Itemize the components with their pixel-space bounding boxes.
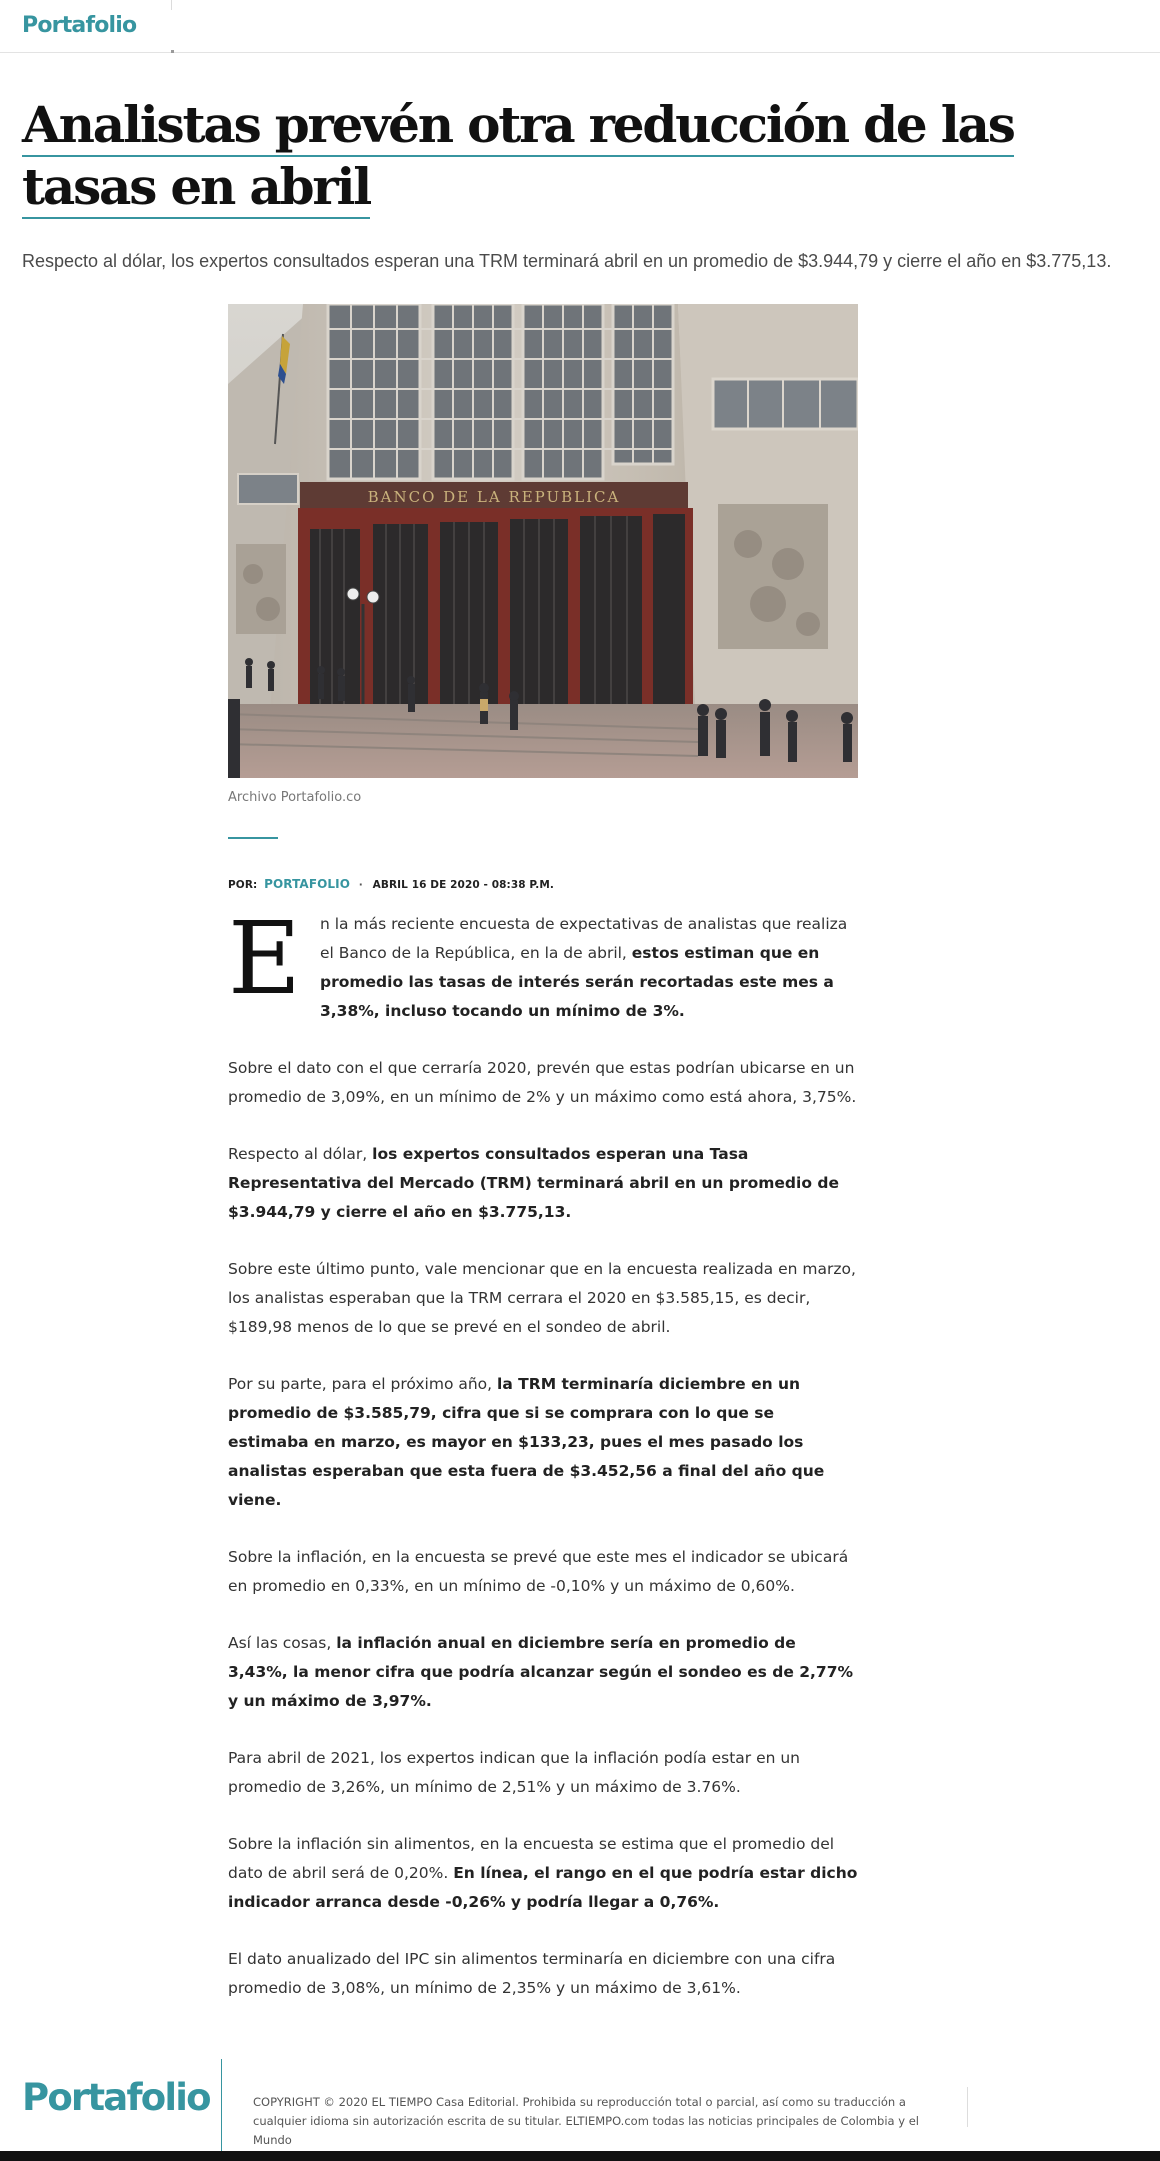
paragraph-text: Así las cosas, bbox=[228, 1634, 337, 1652]
paragraph-text: Respecto al dólar, bbox=[228, 1145, 373, 1163]
author-link[interactable]: PORTAFOLIO bbox=[264, 877, 351, 891]
lead-bold: estos estiman que en promedio las tasas de interés serán recortadas este mes a 3,38%, incluso tocando un mínimo de 3%. bbox=[320, 944, 834, 1020]
article-title bbox=[22, 94, 1147, 218]
site-footer bbox=[0, 2059, 1160, 2161]
site-logo[interactable]: Portafolio bbox=[22, 13, 137, 38]
drop-cap: E bbox=[228, 900, 301, 1017]
byline-separator: · bbox=[358, 879, 363, 891]
footer-bottom-bar bbox=[0, 2151, 1160, 2161]
paragraph: Sobre este último punto, vale mencionar que en la encuesta realizada en marzo, los analistas esperaban que la TRM cerrara el 2020 en $3.585,15, es decir, $189,98 menos de lo que se prevé en el sondeo de abril. bbox=[228, 1260, 856, 1336]
paragraph-bold: la inflación anual en diciembre sería en promedio de 3,43%, la menor cifra que podría alcanzar según el sondeo es de 2,77% y un máximo de 3,97%. bbox=[228, 1634, 854, 1710]
article-subtitle: Respecto al dólar, los expertos consultados esperan una TRM terminará abril en un promedio de $3.944,79 y cierre el año en $3.775,13. bbox=[22, 251, 1112, 271]
bank-sign-text: BANCO DE LA REPUBLICA bbox=[367, 488, 621, 506]
lead-paragraph bbox=[228, 900, 858, 1026]
footer-divider bbox=[221, 2059, 222, 2161]
paragraph: El dato anualizado del IPC sin alimentos terminaría en diciembre con una cifra promedio de 3,08%, un mínimo de 2,35% y un máximo de 3,61%. bbox=[228, 1950, 836, 1997]
article-photo bbox=[228, 304, 858, 778]
top-bar bbox=[0, 0, 1160, 53]
publish-date: ABRIL 16 DE 2020 - 08:38 P.M. bbox=[372, 879, 554, 891]
paragraph bbox=[228, 1140, 858, 1227]
paragraph-bold: En línea, el rango en el que podría estar dicho indicador arranca desde -0,26% y podría llegar a 0,76%. bbox=[228, 1864, 858, 1911]
accent-divider bbox=[228, 837, 278, 839]
byline-label: POR: bbox=[228, 879, 258, 891]
paragraph bbox=[228, 1629, 858, 1716]
photo-caption: Archivo Portafolio.co bbox=[228, 790, 362, 805]
bank-building-image bbox=[228, 304, 858, 778]
paragraph: Para abril de 2021, los expertos indican que la inflación podía estar en un promedio de 3,26%, un mínimo de 2,51% y un máximo de 3.76%. bbox=[228, 1749, 801, 1796]
footer-copyright: COPYRIGHT © 2020 EL TIEMPO Casa Editorial. Prohibida su reproducción total o parcial, así como su traducción a cualquier idioma sin autorización escrita de su titular. ELTIEMPO.com todas las noticias principales de Colombia y el Mundo bbox=[253, 2095, 919, 2147]
paragraph-bold: la TRM terminaría diciembre en un promedio de $3.585,79, cifra que si se comprara con lo que se estimaba en marzo, es mayor en $133,23, pues el mes pasado los analistas esperaban que esta fuera de $3.452,56 a final del año que viene. bbox=[228, 1375, 825, 1509]
paragraph-text: Por su parte, para el próximo año, bbox=[228, 1375, 498, 1393]
article-title-text: Analistas prevén otra reducción de las tasas en abril bbox=[22, 95, 1014, 219]
article-byline bbox=[228, 877, 554, 891]
article-body bbox=[228, 900, 858, 2031]
paragraph-bold: los expertos consultados esperan una Tasa Representativa del Mercado (TRM) terminará abril en un promedio de $3.944,79 y cierre el año en $3.775,13. bbox=[228, 1145, 839, 1221]
paragraph-text: Sobre la inflación sin alimentos, en la encuesta se estima que el promedio del dato de abril será de 0,20%. bbox=[228, 1835, 835, 1882]
paragraph: Sobre el dato con el que cerraría 2020, prevén que estas podrían ubicarse en un promedio de 3,09%, en un mínimo de 2% y un máximo como está ahora, 3,75%. bbox=[228, 1059, 857, 1106]
footer-divider-right bbox=[967, 2087, 968, 2127]
header-divider bbox=[171, 0, 172, 10]
paragraph: Sobre la inflación, en la encuesta se prevé que este mes el indicador se ubicará en promedio en 0,33%, en un mínimo de -0,10% y un máximo de 0,60%. bbox=[228, 1548, 849, 1595]
paragraph bbox=[228, 1370, 858, 1515]
footer-logo[interactable]: Portafolio bbox=[22, 2076, 210, 2119]
header-divider-mark bbox=[171, 50, 174, 53]
lead-text: n la más reciente encuesta de expectativas de analistas que realiza el Banco de la República, en la de abril, bbox=[320, 915, 848, 962]
paragraph bbox=[228, 1830, 858, 1917]
